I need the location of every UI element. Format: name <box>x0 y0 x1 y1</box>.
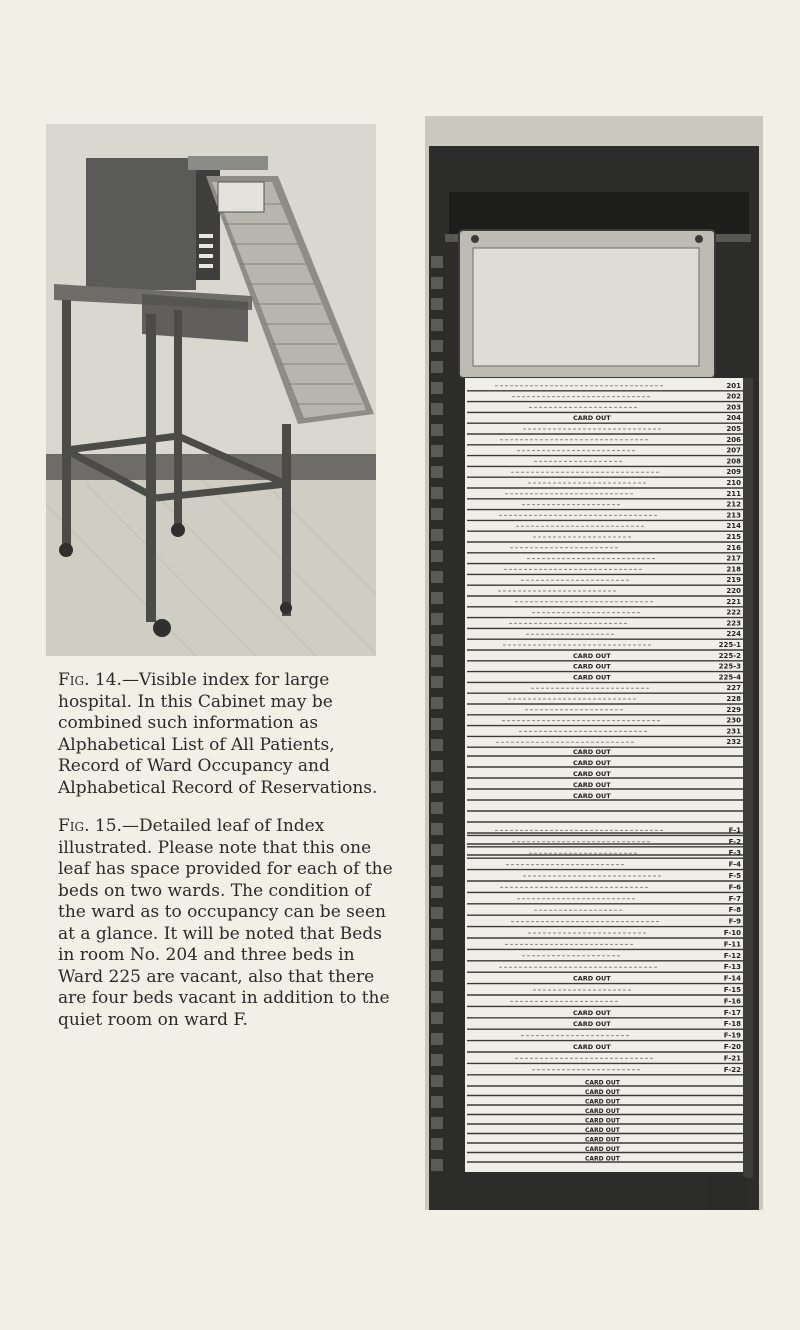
fig15-label: Fig. 15. <box>58 816 122 836</box>
lower-bed-number: F-2 <box>728 837 741 846</box>
upper-bed-number: 214 <box>726 522 741 531</box>
upper-bed-number: 217 <box>726 554 741 563</box>
upper-bed-number: 229 <box>726 705 741 714</box>
upper-bed-number: 223 <box>726 619 741 628</box>
fig15-caption <box>58 816 398 1031</box>
frame-tooth <box>431 676 443 688</box>
lower-bed-number: F-16 <box>723 997 741 1006</box>
upper-bed-number: 232 <box>726 738 741 747</box>
bottom-card-out-label: CARD OUT <box>585 1146 620 1153</box>
lower-bed-number: F-13 <box>723 963 741 972</box>
fig14-label: Fig. 14. <box>58 670 122 690</box>
upper-card-out-label: CARD OUT <box>573 662 611 671</box>
lower-bed-number: F-9 <box>728 917 741 926</box>
upper-bed-number: 230 <box>726 716 741 725</box>
frame-tooth <box>431 403 443 415</box>
frame-tooth <box>431 1138 443 1150</box>
frame-tooth <box>431 1054 443 1066</box>
frame-tooth <box>431 487 443 499</box>
frame-tooth <box>431 361 443 373</box>
bottom-card-out-label: CARD OUT <box>585 1155 620 1163</box>
bottom-card-out-label: CARD OUT <box>585 1089 620 1096</box>
upper-bed-number: 201 <box>726 381 741 390</box>
upper-bed-number: 225-4 <box>718 673 741 682</box>
frame-tooth <box>431 508 443 520</box>
lower-bed-number: F-5 <box>728 872 741 880</box>
lower-bed-number: F-4 <box>728 860 741 869</box>
upper-bed-number: 231 <box>726 727 741 736</box>
frame-tooth <box>431 529 443 541</box>
upper-bed-number: 218 <box>726 565 741 574</box>
lower-bed-number: F-7 <box>728 894 741 903</box>
frame-tooth <box>431 928 443 940</box>
bottom-card-out-label: CARD OUT <box>585 1108 620 1115</box>
frame-tooth <box>431 1159 443 1171</box>
frame-tooth <box>431 571 443 583</box>
lower-bed-number: F-19 <box>723 1031 741 1040</box>
upper-bed-number: 204 <box>726 414 741 423</box>
middle-card-out-label: CARD OUT <box>573 770 611 778</box>
upper-bed-number: 207 <box>726 446 741 455</box>
bottom-card-out-label: CARD OUT <box>585 1136 620 1144</box>
fig14-photo <box>46 124 376 656</box>
fig14-caption <box>58 670 398 799</box>
frame-tooth <box>431 445 443 457</box>
frame-tooth <box>431 1117 443 1129</box>
frame-tooth <box>431 1012 443 1024</box>
frame-tooth <box>431 991 443 1003</box>
upper-bed-number: 205 <box>726 425 741 433</box>
upper-card-out-label: CARD OUT <box>573 673 611 682</box>
frame-tooth <box>431 781 443 793</box>
lower-bed-number: F-6 <box>728 883 741 892</box>
middle-card-out-label: CARD OUT <box>573 792 611 800</box>
upper-bed-number: 209 <box>726 468 741 477</box>
frame-tooth <box>431 1033 443 1045</box>
frame-tooth <box>431 634 443 646</box>
upper-bed-number: 227 <box>726 684 741 693</box>
bottom-card-out-label: CARD OUT <box>585 1079 620 1087</box>
fig15-text: —Detailed leaf of Index illustrated. Please note that this one leaf has space provided for each of the beds on two wards. The condition of the ward as to occupancy can be seen at a glance. It will be noted that Beds in room No. 204 and three beds in Ward 225 are vacant, also that there are four beds vacant in addition to the quiet room on ward F. <box>58 816 393 1030</box>
frame-tooth <box>431 340 443 352</box>
frame-tooth <box>431 655 443 667</box>
upper-bed-number: 206 <box>726 435 741 444</box>
upper-bed-number: 203 <box>726 403 741 412</box>
middle-card-out-label: CARD OUT <box>573 748 611 756</box>
upper-bed-number: 208 <box>726 457 741 466</box>
upper-bed-number: 202 <box>726 392 741 401</box>
upper-bed-number: 225-2 <box>718 651 741 660</box>
frame-tooth <box>431 844 443 856</box>
lower-bed-number: F-8 <box>728 906 741 915</box>
lower-bed-number: F-10 <box>723 929 741 937</box>
lower-card-out-label: CARD OUT <box>573 1020 611 1029</box>
frame-tooth <box>431 718 443 730</box>
upper-card-out-label: CARD OUT <box>573 414 611 423</box>
frame-tooth <box>431 886 443 898</box>
fig15-photo <box>425 116 763 1210</box>
lower-card-out-label: CARD OUT <box>573 1043 611 1051</box>
upper-bed-number: 228 <box>726 695 741 703</box>
lower-bed-number: F-1 <box>728 826 741 835</box>
upper-bed-number: 212 <box>726 500 741 509</box>
frame-tooth <box>431 697 443 709</box>
upper-bed-number: 225-1 <box>718 641 741 649</box>
bottom-card-out-label: CARD OUT <box>585 1117 620 1125</box>
lower-bed-number: F-21 <box>723 1054 741 1063</box>
upper-bed-number: 224 <box>726 630 741 639</box>
middle-card-out-label: CARD OUT <box>573 759 611 767</box>
upper-bed-number: 215 <box>726 533 741 541</box>
middle-card-out-label: CARD OUT <box>573 781 611 789</box>
frame-tooth <box>431 298 443 310</box>
upper-bed-number: 221 <box>726 597 741 606</box>
fig14-text: —Visible index for large hospital. In this Cabinet may be combined such information as Alphabetical List of All Patients, Record of Ward Occupancy and Alphabetical Record of Reservations. <box>58 670 378 798</box>
upper-bed-number: 225-3 <box>718 662 741 671</box>
frame-tooth <box>431 949 443 961</box>
frame-tooth <box>431 823 443 835</box>
frame-tooth <box>431 739 443 751</box>
upper-card-out-label: CARD OUT <box>573 651 611 660</box>
frame-tooth <box>431 802 443 814</box>
bottom-card-out-label: CARD OUT <box>585 1098 620 1106</box>
bottom-card-out-label: CARD OUT <box>585 1127 620 1134</box>
frame-tooth <box>431 1096 443 1108</box>
lower-bed-number: F-14 <box>723 974 741 983</box>
lower-bed-number: F-20 <box>723 1043 741 1051</box>
lower-bed-number: F-17 <box>723 1008 741 1017</box>
lower-bed-number: F-18 <box>723 1020 741 1029</box>
frame-tooth <box>431 592 443 604</box>
upper-bed-number: 211 <box>726 489 741 498</box>
lower-bed-number: F-22 <box>723 1065 741 1074</box>
lower-card-out-label: CARD OUT <box>573 974 611 983</box>
frame-tooth <box>431 613 443 625</box>
upper-bed-number: 219 <box>726 576 741 585</box>
frame-tooth <box>431 760 443 772</box>
frame-tooth <box>431 319 443 331</box>
frame-tooth <box>431 550 443 562</box>
frame-tooth <box>431 424 443 436</box>
upper-bed-number: 216 <box>726 543 741 552</box>
lower-bed-number: F-15 <box>723 986 741 994</box>
upper-bed-number: 210 <box>726 479 741 487</box>
frame-tooth <box>431 277 443 289</box>
upper-bed-number: 222 <box>726 608 741 617</box>
lower-bed-number: F-3 <box>728 849 741 858</box>
lower-bed-number: F-11 <box>723 940 741 949</box>
frame-tooth <box>431 466 443 478</box>
upper-bed-number: 220 <box>726 587 741 595</box>
frame-tooth <box>431 382 443 394</box>
frame-tooth <box>431 256 443 268</box>
upper-bed-number: 213 <box>726 511 741 520</box>
lower-bed-number: F-12 <box>723 951 741 960</box>
frame-tooth <box>431 970 443 982</box>
frame-tooth <box>431 907 443 919</box>
frame-tooth <box>431 865 443 877</box>
frame-tooth <box>431 1075 443 1087</box>
lower-card-out-label: CARD OUT <box>573 1008 611 1017</box>
